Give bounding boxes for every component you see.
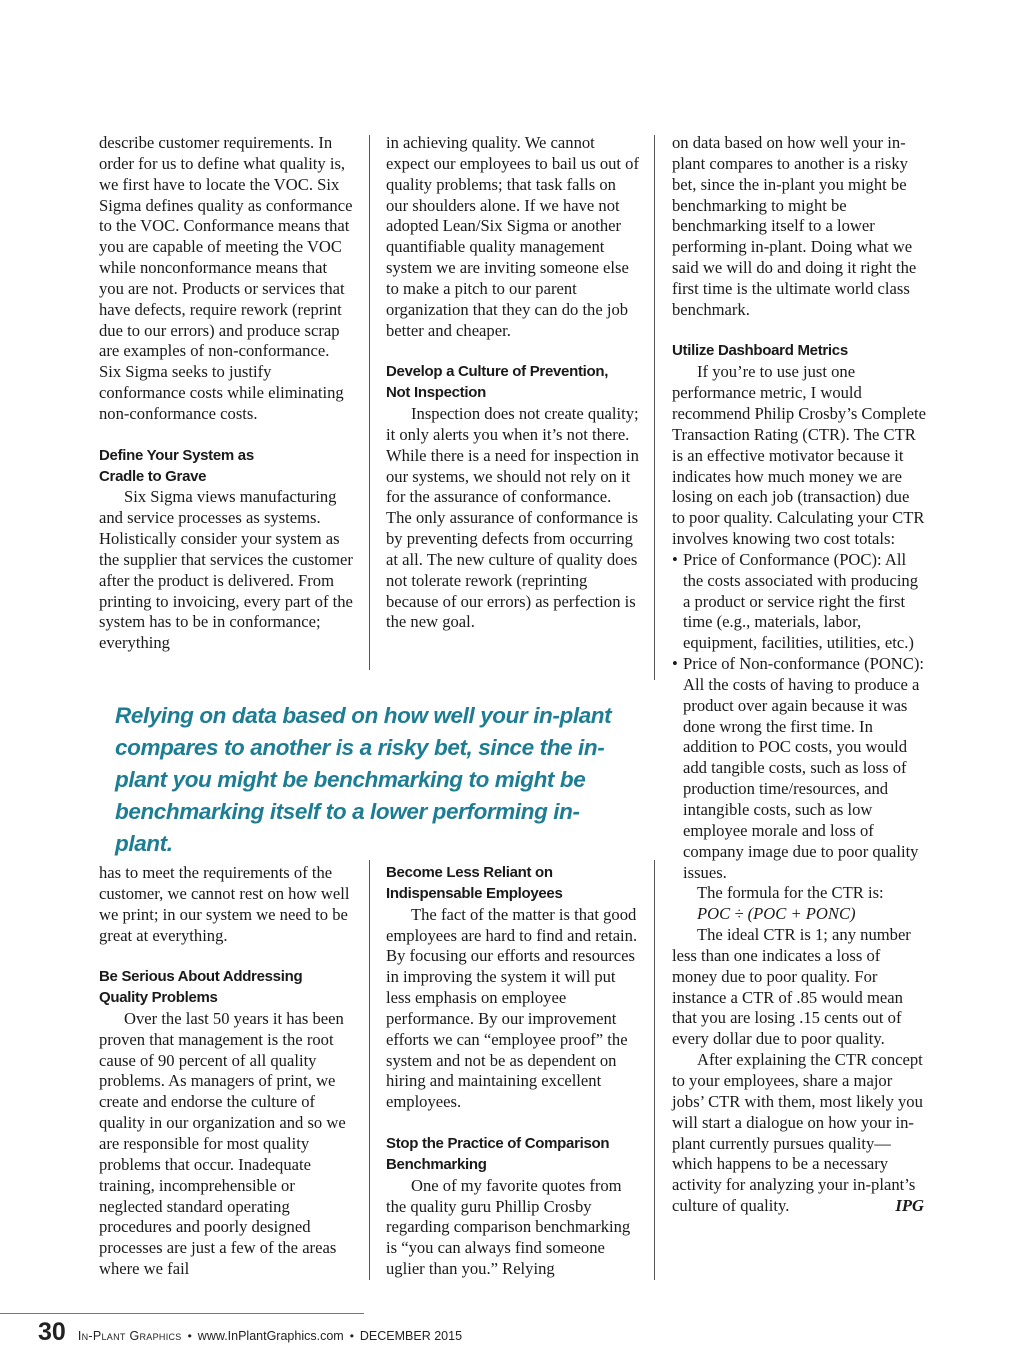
section-heading-culture-of-prevention (386, 362, 640, 404)
paragraph: If you’re to use just one performance metric, I would recommend Philip Crosby’s Complete Transaction Rating (CTR). The CTR is an effective motivator because it indicates how much money we are losing on each job (transaction) due to poor quality. Calculating your CTR involves knowing two cost totals: (672, 362, 926, 549)
paragraph-text: After explaining the CTR concept to your employees, share a major jobs’ CTR with them, most likely you will start a dialogue on how your in-plant currently pursues quality—which happens to be a necessary activity for analyzing your in-plant’s culture of quality. (672, 1050, 923, 1216)
website-link[interactable]: www.InPlantGraphics.com (197, 1329, 344, 1343)
cost-list (672, 550, 926, 884)
section-heading-dashboard-metrics: Utilize Dashboard Metrics (672, 342, 848, 360)
bullet-icon: • (672, 549, 678, 569)
section-heading-define-system (99, 446, 355, 488)
page-footer (38, 1318, 462, 1348)
column-divider (369, 860, 370, 1280)
pull-quote: Relying on data based on how well your in-plant compares to another is a risky bet, since the in-plant you might be benchmarking to might be benchmarking itself to a lower performing in-plant. (115, 703, 612, 856)
column-2-lower (386, 863, 640, 1280)
paragraph: describe customer requirements. In order for us to define what quality is, we first have to locate the VOC. Six Sigma defines quality as conformance to the VOC. Conformance means that you are capable of meeting the VOC while nonconformance means that you are not. Products or services that have defects, require rework (reprint due to our errors) and produce scrap are examples of non-conformance. Six Sigma seeks to justify conformance costs while eliminating non-conformance costs. (99, 133, 353, 423)
page-number: 30 (38, 1318, 66, 1346)
column-divider (654, 860, 655, 1280)
paragraph: on data based on how well your in-plant compares to another is a risky bet, since the in-plant you might be benchmarking to might be benchmarking itself to a lower performing in-plant. Doing what we said we will do and doing it right the first time is the ultimate world class benchmark. (672, 133, 917, 319)
heading-line: Be Serious About Addressing (99, 968, 303, 986)
list-item (672, 550, 926, 654)
footer-separator: • (187, 1329, 192, 1343)
paragraph (672, 1050, 926, 1217)
heading-line: Stop the Practice of Comparison (386, 1134, 610, 1152)
heading-line: Develop a Culture of Prevention, (386, 363, 609, 381)
paragraph: The formula for the CTR is: (697, 883, 884, 903)
heading-line: Quality Problems (99, 989, 218, 1007)
heading-line: Cradle to Grave (99, 467, 207, 485)
footer-separator: • (349, 1329, 354, 1343)
paragraph: The ideal CTR is 1; any number less than one indicates a loss of money due to poor quality. For instance a CTR of .85 would mean that you are losing .15 cents out of every dollar due to poor quality. (672, 925, 911, 1049)
column-divider (654, 135, 655, 680)
column-3 (672, 133, 926, 1217)
column-1-upper (99, 133, 355, 654)
bullet-icon: • (672, 654, 678, 674)
heading-line: Benchmarking (386, 1155, 487, 1173)
column-divider (369, 135, 370, 670)
publication-name: In-Plant Graphics (77, 1329, 182, 1343)
list-item-text: Price of Non-conformance (PONC): All the costs of having to produce a product over again because it was done wrong the first time. In addition to POC costs, you would add tangible costs, such as loss of production time/resources, and intangible costs, such as low employee morale and loss of company image due to poor quality issues. (683, 654, 924, 882)
paragraph: Six Sigma views manufacturing and service processes as systems. Holistically consider your system as the supplier that services the customer after the product is delivered. From printing to invoicing, every part of the system has to be in conformance; everything (99, 487, 353, 653)
section-heading-comparison-benchmarking (386, 1134, 640, 1176)
ctr-formula: POC ÷ (POC + PONC) (697, 904, 856, 924)
paragraph: in achieving quality. We cannot expect our employees to bail us out of quality problems; that task falls on our shoulders alone. If we have not adopted Lean/Six Sigma or another quantifiable quality management system we are inviting someone else to make a pitch to our parent organization that they can do the job better and cheaper. (386, 133, 639, 340)
column-2-upper (386, 133, 640, 633)
list-item (672, 654, 926, 883)
heading-line: Indispensable Employees (386, 884, 563, 902)
column-1-lower (99, 863, 355, 1280)
heading-line: Define Your System as (99, 446, 254, 464)
paragraph: The fact of the matter is that good employees are hard to find and retain. By focusing our efforts and resources in improving the system it will put less emphasis on employee performance. By our improvement efforts we can “employee proof” the system and not be as dependent on hiring and maintaining excellent employees. (386, 904, 638, 1112)
section-heading-quality-problems (99, 967, 355, 1009)
paragraph: has to meet the requirements of the customer, we cannot rest on how well we print; in our system we need to be great at everything. (99, 863, 350, 945)
issue-date: DECEMBER 2015 (359, 1329, 463, 1343)
footer-rule (0, 1313, 364, 1314)
list-item-text: Price of Conformance (POC): All the costs associated with producing a product or service right the first time (e.g., materials, labor, equipment, facilities, utilities, etc.) (683, 549, 919, 653)
heading-line: Not Inspection (386, 384, 486, 402)
section-heading-indispensable-employees (386, 863, 640, 905)
paragraph: One of my favorite quotes from the quality guru Phillip Crosby regarding comparison benchmarking is “you can always find someone uglier than you.” Relying (386, 1175, 631, 1279)
signature: IPG (895, 1196, 924, 1216)
paragraph: Inspection does not create quality; it only alerts you when it’s not there. While there is a need for inspection in our systems, we should not rely on it for the assurance of conformance. The only assurance of conformance is by preventing defects from occurring at all. The new culture of quality does not tolerate rework (reprinting because of our errors) as perfection is the new goal. (386, 403, 639, 632)
paragraph: Over the last 50 years it has been proven that management is the root cause of 90 percent of all quality problems. As managers of print, we create and endorse the culture of quality in our organization and so we are responsible for most quality problems that occur. Inadequate training, incomprehensible or neglected standard operating procedures and poorly designed processes are just a few of the areas where we fail (99, 1008, 346, 1279)
heading-line: Become Less Reliant on (386, 864, 553, 881)
